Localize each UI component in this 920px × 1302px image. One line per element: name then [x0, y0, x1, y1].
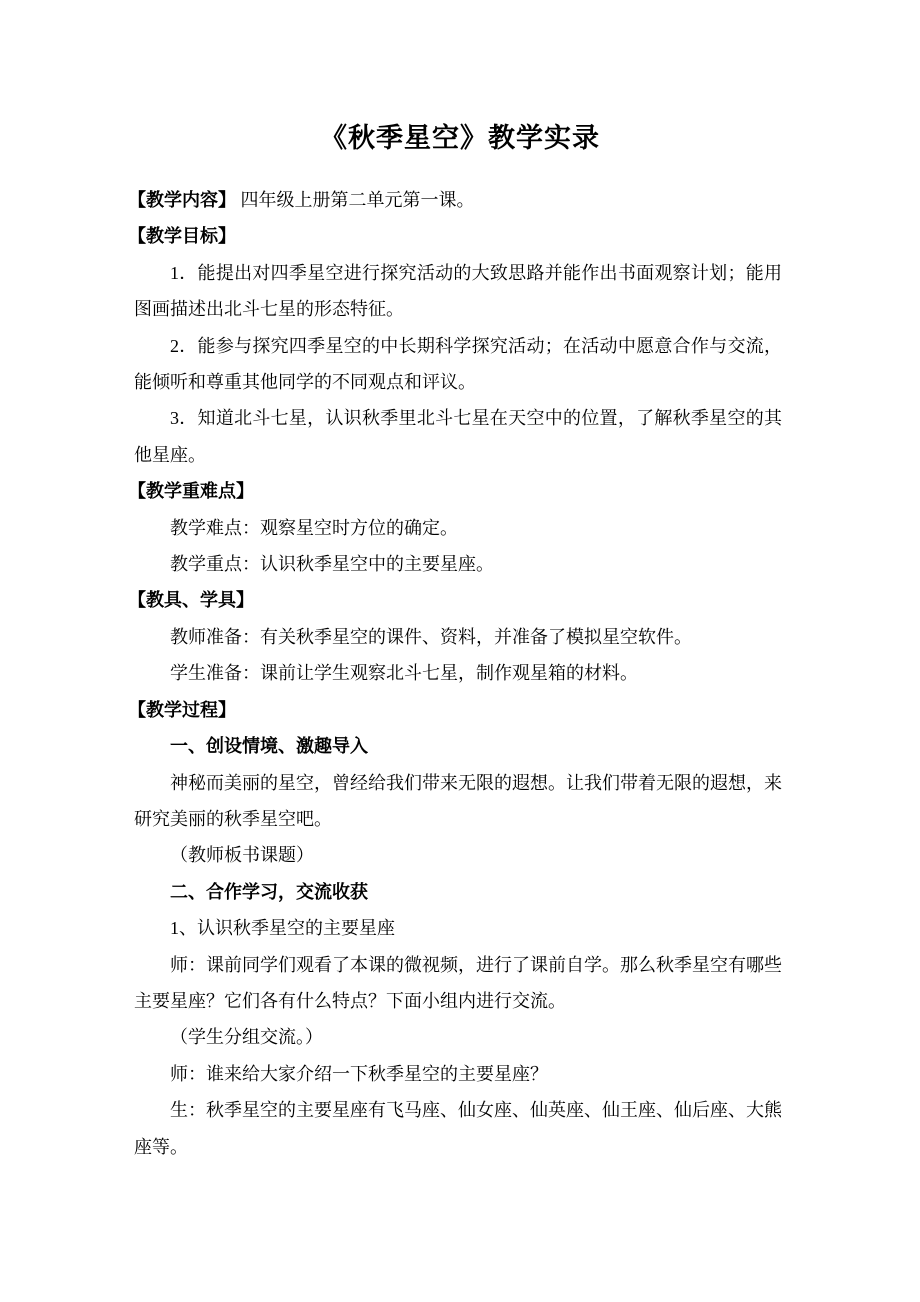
- content-line: [128, 182, 782, 218]
- page-title: 《秋季星空》教学实录: [320, 123, 600, 153]
- section2-paragraph: （学生分组交流。）: [170, 1027, 323, 1048]
- key-points-heading: 【教学重难点】: [128, 481, 254, 502]
- content-label: 【教学内容】: [128, 190, 236, 210]
- tools-heading: 【教具、学具】: [128, 590, 254, 611]
- key-point-item: 教学难点：观察星空时方位的确定。: [170, 517, 458, 538]
- tools-item: 教师准备：有关秋季星空的课件、资料，并准备了模拟星空软件。: [170, 626, 692, 647]
- section2-paragraph: 师：课前同学们观看了本课的微视频，进行了课前自学。那么秋季星空有哪些主要星座？它们各有什么特点？下面小组内进行交流。: [134, 954, 782, 1011]
- key-point-item: 教学重点：认识秋季星空中的主要星座。: [170, 554, 494, 575]
- section2-paragraph: 1、认识秋季星空的主要星座: [170, 918, 395, 939]
- goals-heading: 【教学目标】: [128, 226, 236, 247]
- goal-item: 1．能提出对四季星空进行探究活动的大致思路并能作出书面观察计划；能用图画描述出北斗七星的形态特征。: [134, 262, 782, 320]
- section2-paragraph: 生：秋季星空的主要星座有飞马座、仙女座、仙英座、仙王座、仙后座、大熊座等。: [134, 1100, 782, 1157]
- section2-paragraph: 师：谁来给大家介绍一下秋季星空的主要星座？: [170, 1063, 548, 1084]
- section1-paragraph: （教师板书课题）: [170, 845, 314, 866]
- process-heading: 【教学过程】: [128, 699, 236, 720]
- section2-heading: 二、合作学习，交流收获: [170, 881, 368, 902]
- document-body: [128, 182, 782, 1165]
- goal-item: 2．能参与探究四季星空的中长期科学探究活动；在活动中愿意合作与交流，能倾听和尊重其他同学的不同观点和评议。: [134, 335, 782, 393]
- section1-heading: 一、创设情境、激趣导入: [170, 736, 368, 757]
- content-text: 四年级上册第二单元第一课。: [236, 190, 475, 210]
- tools-item: 学生准备：课前让学生观察北斗七星，制作观星箱的材料。: [170, 663, 638, 684]
- section1-paragraph: 神秘而美丽的星空，曾经给我们带来无限的遐想。让我们带着无限的遐想，来研究美丽的秋季星空吧。: [134, 772, 782, 829]
- goal-item: 3．知道北斗七星，认识秋季里北斗七星在天空中的位置，了解秋季星空的其他星座。: [134, 408, 782, 465]
